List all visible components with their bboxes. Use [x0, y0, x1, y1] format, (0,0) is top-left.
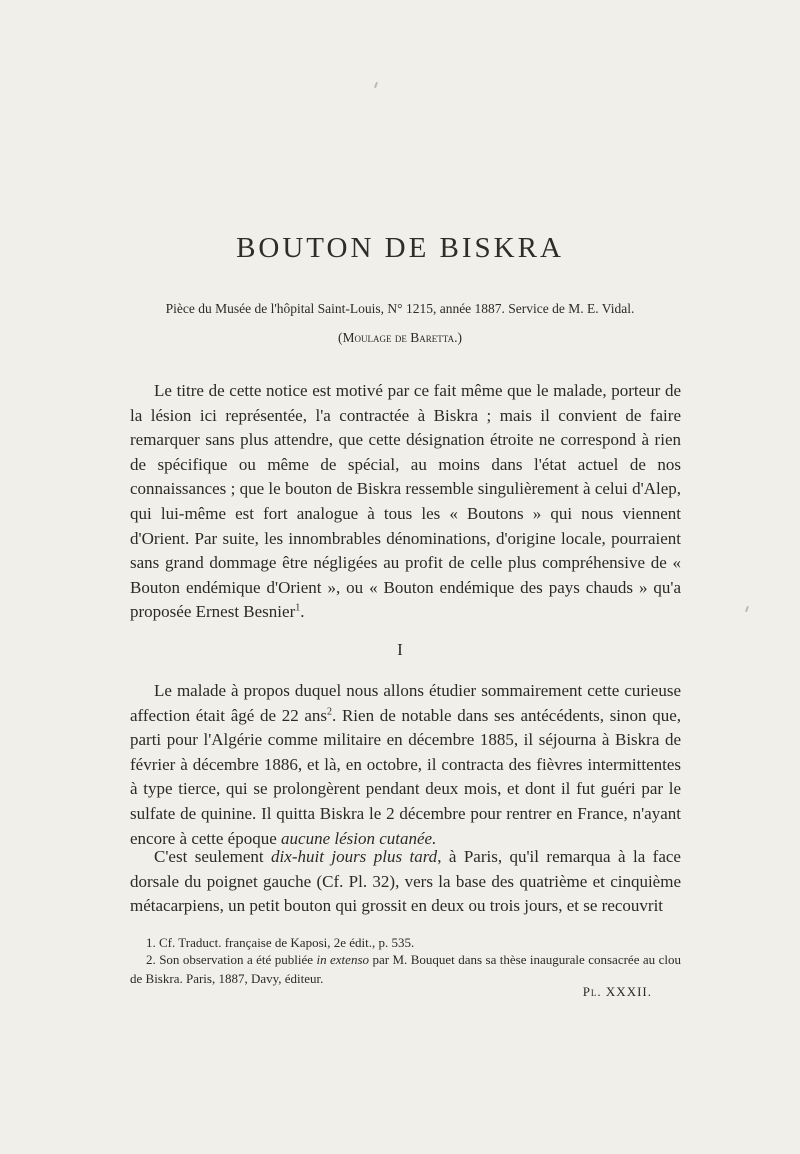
paragraph-case: [130, 679, 681, 851]
paragraph-intro-text: Le titre de cette notice est motivé par ce fait même que le malade, porteur de la lésion ici représentée, l'a contractée à Biskra ; mais il convient de faire remarquer sans plus attendre, que cette désignation étroite ne correspond à rien de spécifique ou même de spécial, au moins dans l'état actuel de nos connaissances ; que le bouton de Biskra ressemble singulièrement à celui d'Alep, qui lui-même est fort analogue à tous les « Boutons » qui nous viennent d'Orient. Par suite, les innombrables dénominations, d'origine locale, pourraient sans grand dommage être négligées au profit de celle plus compréhensive de « Bouton endémique d'Orient », ou « Bouton endémique des pays chauds » qu'a proposée Ernest Besnier: [130, 381, 681, 622]
paragraph-onset-italic: dix-huit jours plus tard: [271, 847, 438, 866]
plate-reference: Pl. XXXII.: [582, 984, 652, 999]
footnote-1: 1. Cf. Traduct. française de Kaposi, 2e édit., p. 535.: [146, 935, 415, 950]
paragraph-onset-text-b: , à Paris, qu'il remarqua à la face dorsale du poignet gauche (Cf. Pl. 32), vers la base des quatrième et cinquième métacarpiens, un petit bouton qui grossit en deux ou trois jours, et se recouvrit: [130, 847, 681, 916]
footnote-2-text-b: par M. Bouquet dans sa thèse inaugurale consacrée au clou de Biskra. Paris, 1887, Davy, éditeur.: [130, 952, 682, 986]
subtitle-source: Pièce du Musée de l'hôpital Saint-Louis, N° 1215, année 1887. Service de M. E. Vidal.: [165, 301, 635, 316]
paragraph-case-text-b: . Rien de notable dans ses antécédents, sinon que, parti pour l'Algérie comme militaire en décembre 1885, il séjourna à Biskra de février à décembre 1886, et là, en octobre, il contracta des fièvres intermittentes à type tierce, qui se prolongèrent pendant deux mois, et dont il fut guéri par le sulfate de quinine. Il quitta Biskra le 2 décembre pour rentrer en France, n'ayant encore à cette époque: [130, 705, 682, 848]
paper-speck: [745, 606, 749, 612]
paper-speck: [374, 82, 378, 88]
section-number: I: [397, 640, 403, 659]
paragraph-intro: [130, 379, 681, 625]
footnote-2-text-a: 2. Son observation a été publiée: [146, 952, 317, 967]
footnote-ref-1: 1: [295, 602, 301, 614]
paragraph-onset: [130, 845, 681, 919]
footnote-2: [130, 950, 681, 988]
subtitle-moulage: (Moulage de Baretta.): [338, 330, 462, 345]
footnote-2-italic: in extenso: [316, 952, 370, 967]
footnote-ref-2: 2: [327, 705, 333, 717]
page-title: BOUTON DE BISKRA: [236, 232, 564, 264]
paragraph-intro-end: .: [300, 602, 305, 622]
paragraph-onset-text-a: C'est seulement: [154, 847, 272, 866]
paragraph-case-text-a: Le malade à propos duquel nous allons étudier sommairement cette curieuse affection était âgé de 22 ans: [130, 681, 681, 725]
paragraph-case-italic: aucune lésion cutanée.: [281, 828, 437, 848]
